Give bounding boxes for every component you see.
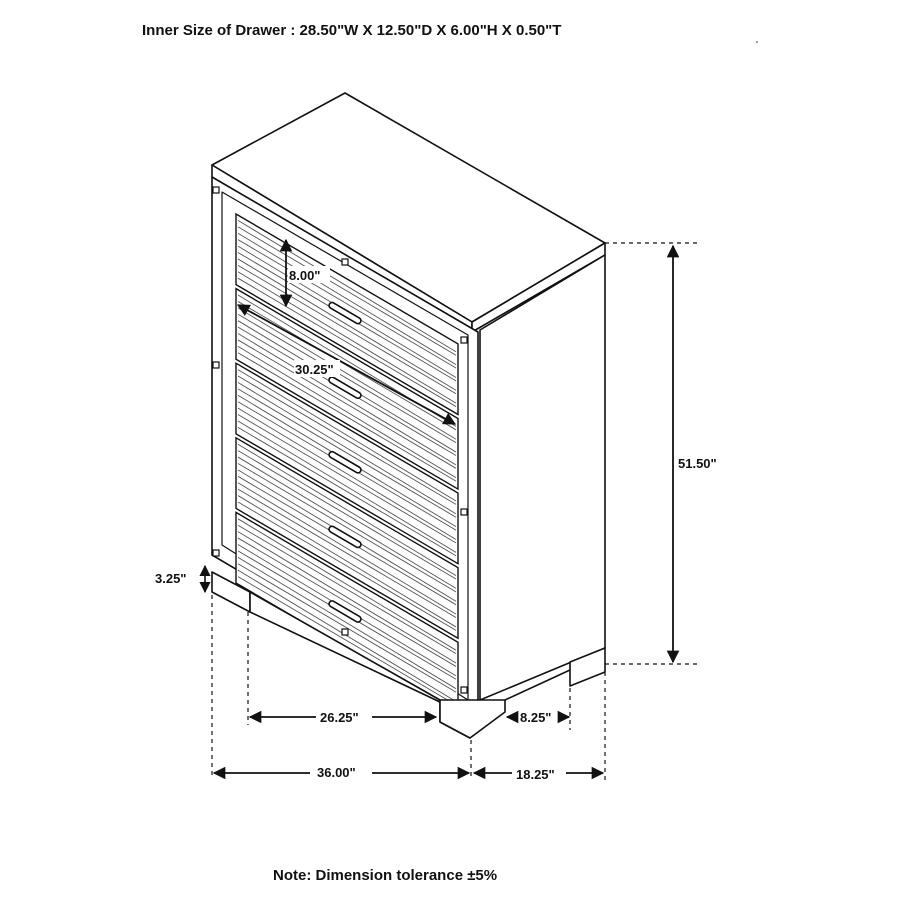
stray-tick-mark: '	[756, 40, 758, 51]
overall-depth-label: 18.25"	[516, 767, 555, 782]
frame-rivet	[461, 509, 467, 515]
base-height-label: 3.25"	[155, 571, 187, 586]
frame-rivet	[213, 187, 219, 193]
dresser-side-panel	[480, 255, 605, 700]
frame-rivet	[213, 550, 219, 556]
frame-rivet	[342, 629, 348, 635]
drawer-height-label: 8.00"	[289, 268, 321, 283]
dimension-tolerance-note: Note: Dimension tolerance ±5%	[273, 867, 498, 884]
base-side-depth-label: 8.25"	[520, 710, 552, 725]
drawer-width-label: 30.25"	[295, 362, 334, 377]
overall-width-label: 36.00"	[317, 765, 356, 780]
base-inner-width-label: 26.25"	[320, 710, 359, 725]
overall-height-label: 51.50"	[678, 456, 717, 471]
inner-size-label: Inner Size of Drawer : 28.50"W X 12.50"D X 6.00"H X 0.50"T	[142, 22, 562, 39]
base-right-leg	[440, 700, 505, 738]
frame-rivet	[342, 259, 348, 265]
frame-rivet	[213, 362, 219, 368]
frame-rivet	[461, 337, 467, 343]
frame-rivet	[461, 687, 467, 693]
